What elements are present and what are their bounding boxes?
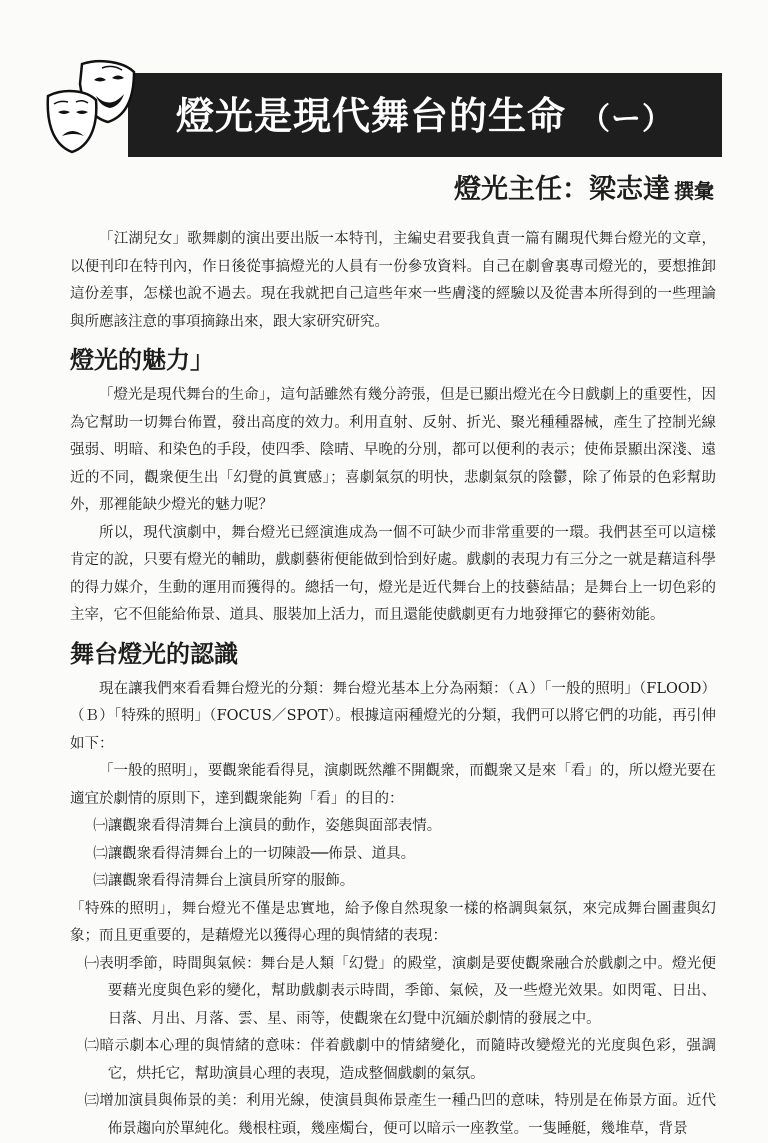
paragraph: 「燈光是現代舞台的生命」，這句話雖然有幾分誇張，但是已顯出燈光在今日戲劇上的重要性，因為它幫助一切舞台佈置，發出高度的效力。利用直射、反射、折光、聚光種種器械，產生了控制光線强弱、明暗、和染色的手段，使四季、陰晴、早晚的分別，都可以便利的表示；使佈景顯出深淺、遠近的不同，觀衆便生出「幻覺的眞實感」；喜劇氣氛的明快，悲劇氣氛的陰鬱，除了佈景的色彩幫助外，那裡能缺少燈光的魅力呢？ [70, 387, 716, 513]
list-item: ㈢增加演員與佈景的美：利用光線，使演員與佈景產生一種凸凹的意味，特別是在佈景方面。近代佈景趨向於單純化。幾根柱頭，幾座燭台，便可以暗示一座教堂。一隻睡艇，幾堆草，背景 [84, 1093, 716, 1137]
paragraph: 「特殊的照明」，舞台燈光不僅是忠實地，給予像自然現象一樣的格調與氣氛，來完成舞台圖畫與幻象；而且更重要的，是藉燈光以獲得心理的與情緒的表現： [70, 900, 716, 944]
article-body [70, 226, 716, 1143]
theatre-masks-icon [42, 58, 138, 158]
list-item: ㈠讓觀衆看得清舞台上演員的動作，姿態與面部表情。 [93, 818, 442, 834]
paragraph: 現在讓我們來看看舞台燈光的分類：舞台燈光基本上分為兩類：（Ａ）「一般的照明」（FLOOD）（Ｂ）「特殊的照明」（FOCUS／SPOT）。根據這兩種燈光的分類，我們可以將它們的功能，再引伸如下： [70, 680, 716, 752]
list-item: ㈠表明季節，時間與氣候：舞台是人類「幻覺」的殿堂，演劇是要使觀衆融合於戲劇之中。燈光便要藉光度與色彩的變化，幫助戲劇表示時間，季節、氣候，及一些燈光效果。如閃電、日出、日落、月出、月落、雲、星、雨等，使觀衆在幻覺中沉緬於劇情的發展之中。 [84, 955, 716, 1027]
title-text: 燈光是現代舞台的生命 [176, 94, 567, 138]
list-item: ㈡暗示劇本心理的與情緒的意味：伴着戲劇中的情緒變化，而隨時改變燈光的光度與色彩，强調它，烘托它，幫助演員心理的表現，造成整個戲劇的氣氛。 [84, 1038, 716, 1082]
intro-paragraph: 「江湖兒女」歌舞劇的演出要出版一本特刊，主編史君要我負責一篇有關現代舞台燈光的文章，以便刊印在特刊內，作日後從事搞燈光的人員有一份參攷資料。自己在劇會裏專司燈光的，要想推卸這份差事，怎樣也說不過去。現在我就把自己這些年來一些膚淺的經驗以及從書本所得到的一些理論與所應該注意的事項摘錄出來，跟大家研究研究。 [70, 231, 716, 330]
section-heading-understanding: 舞台燈光的認識 [70, 639, 238, 668]
byline-suffix: 撰彙 [674, 179, 714, 203]
section-heading-charm: 燈光的魅力」 [70, 346, 214, 374]
page-title [176, 86, 673, 146]
list-item: ㈢讓觀衆看得清舞台上演員所穿的服飾。 [93, 873, 355, 889]
byline [454, 170, 714, 211]
byline-author: 燈光主任：梁志達 [454, 174, 670, 205]
paragraph: 所以，現代演劇中，舞台燈光已經演進成為一個不可缺少而非常重要的一環。我們甚至可以這樣肯定的說，只要有燈光的輔助，戲劇藝術便能做到恰到好處。戲劇的表現力有三分之一就是藉這科學的得力媒介，生動的運用而獲得的。總括一句，燈光是近代舞台上的技藝結晶；是舞台上一切色彩的主宰，它不但能給佈景、道具、服裝加上活力，而且還能使戲劇更有力地發揮它的藝術効能。 [70, 524, 716, 623]
list-item: ㈡讓觀衆看得清舞台上的一切陳設──佈景、道具。 [93, 845, 416, 862]
title-part: （ー） [580, 102, 674, 137]
paragraph: 「一般的照明」，要觀衆能看得見，演劇既然離不開觀衆，而觀衆又是來「看」的，所以燈光要在適宜於劇情的原則下，達到觀衆能夠「看」的目的： [70, 763, 716, 807]
